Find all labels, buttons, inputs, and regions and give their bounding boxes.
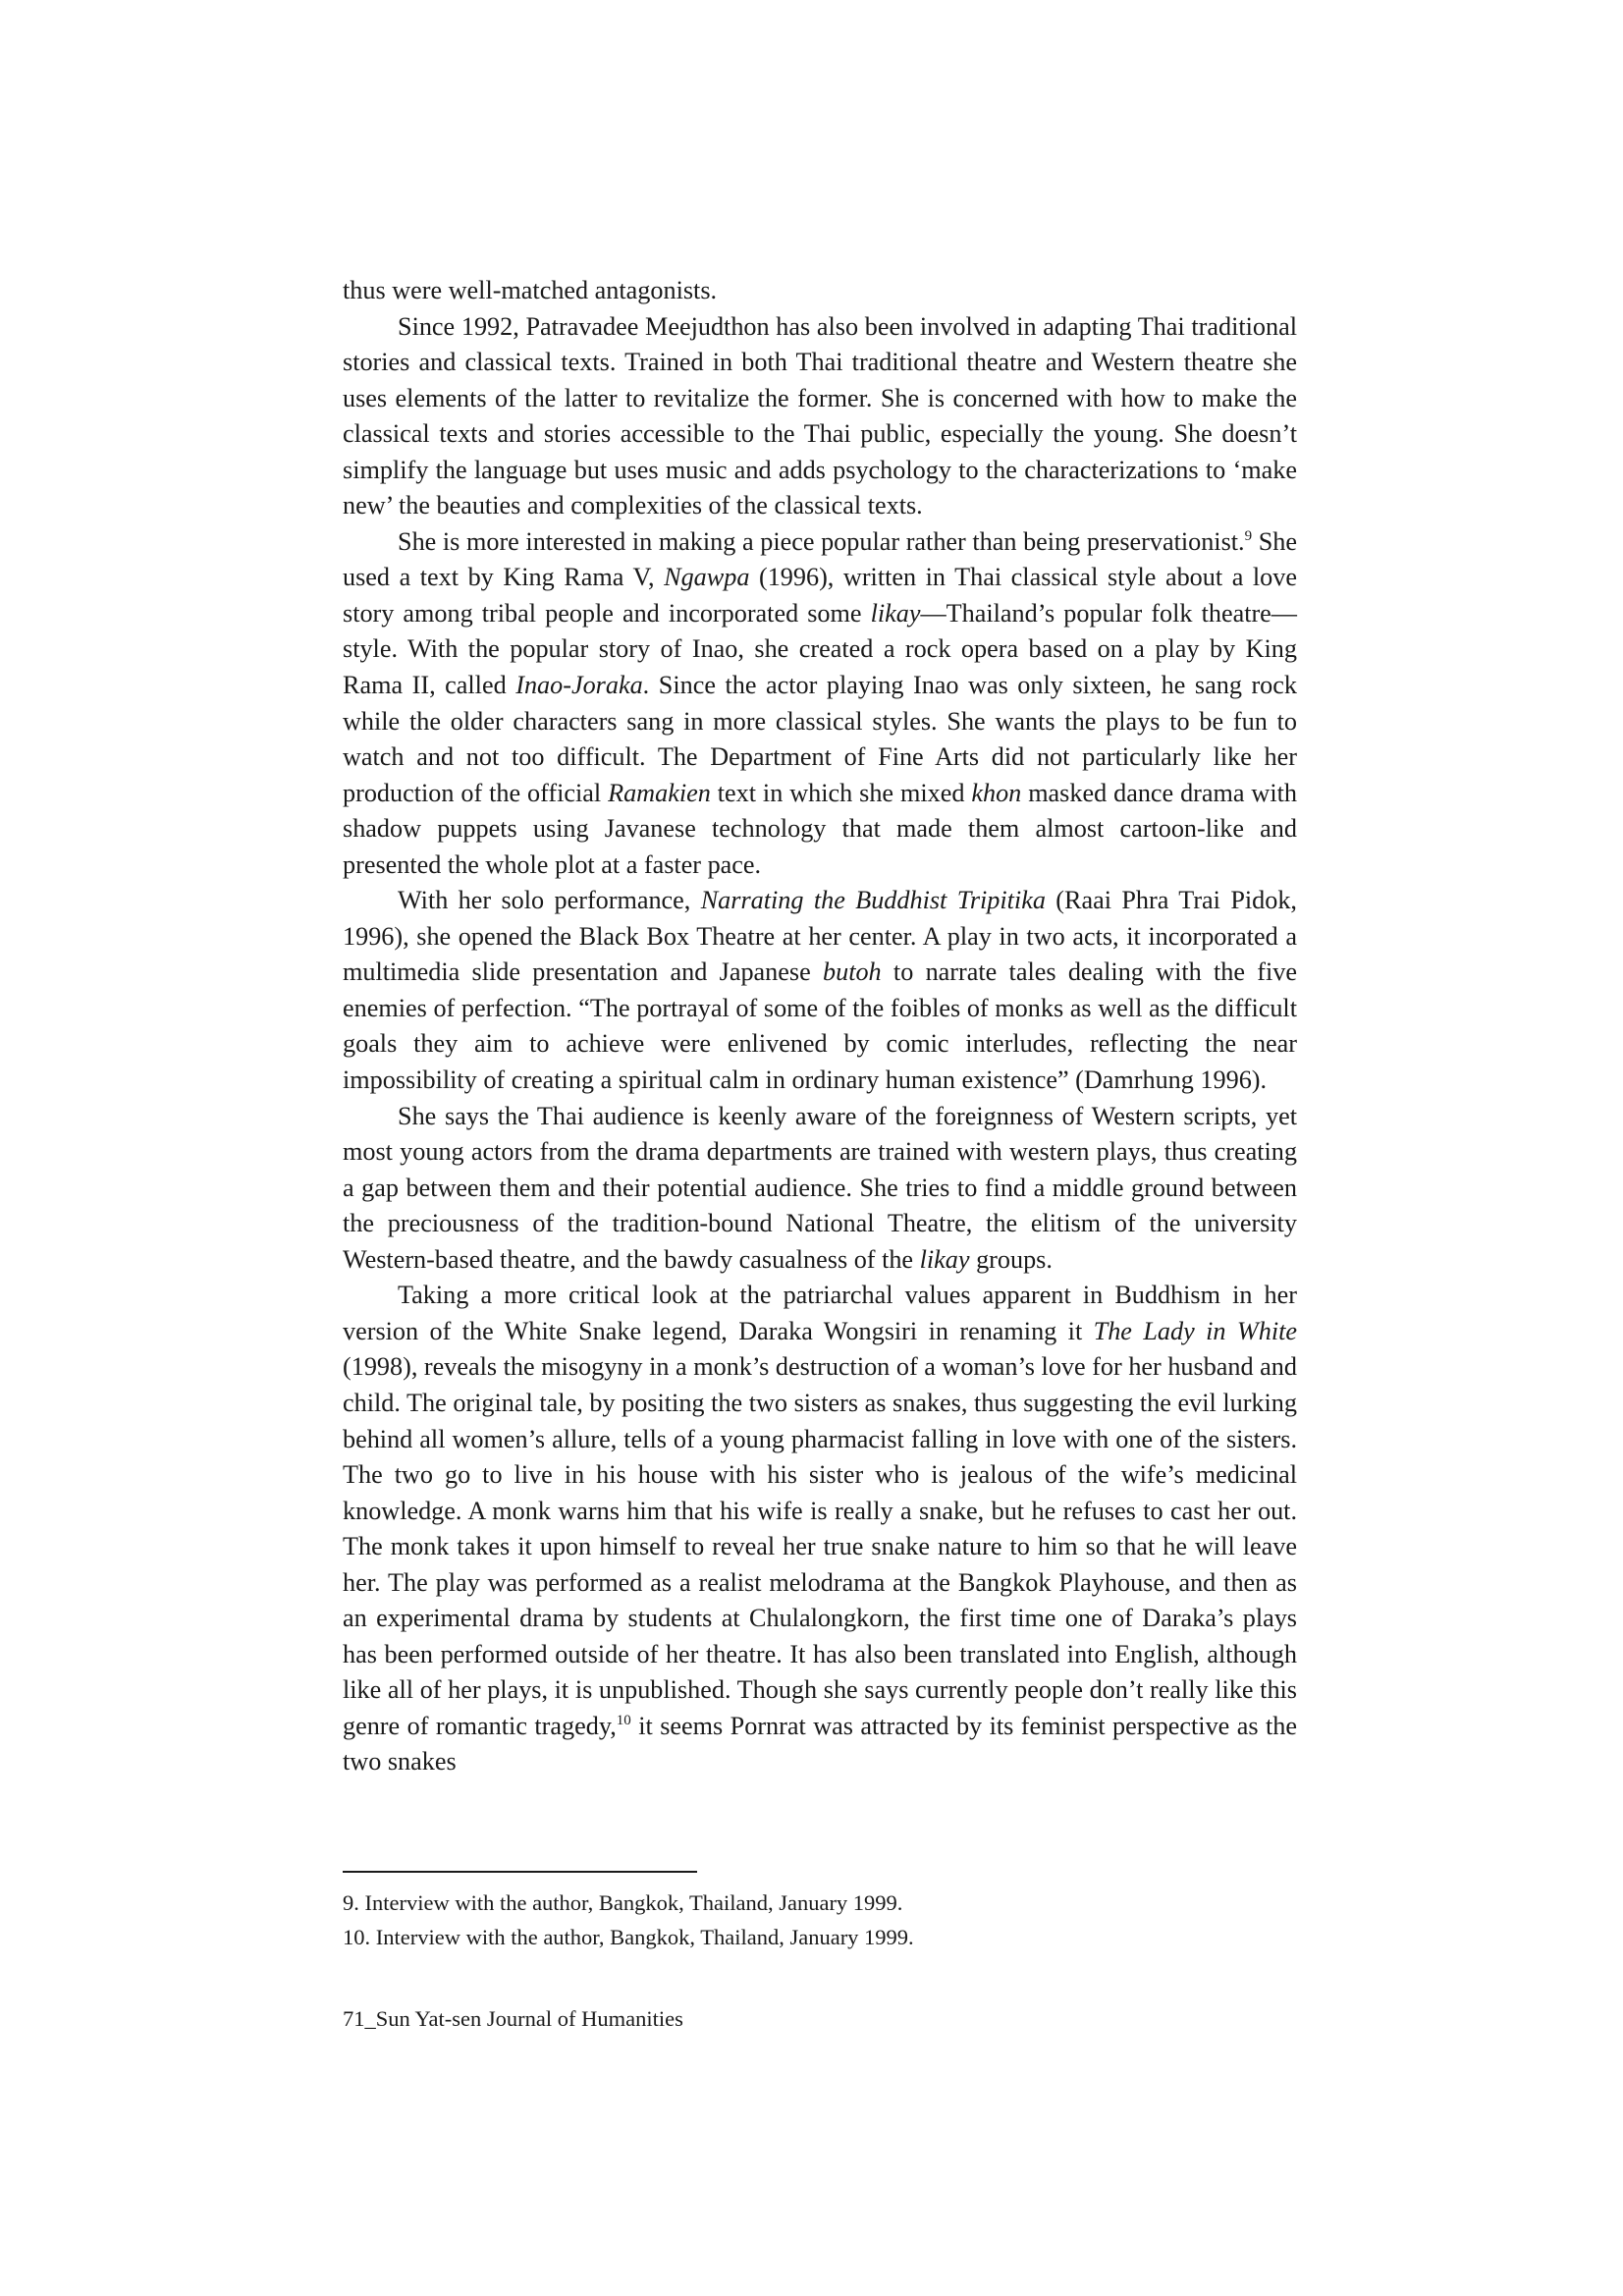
footnote-separator <box>343 1871 697 1873</box>
paragraph-thai-audience <box>343 1099 1297 1279</box>
text-run: it seems Pornrat was attracted by its feminist perspective as the two snakes <box>343 1711 1297 1777</box>
text-run: She used a text by King Rama V, <box>343 526 1298 592</box>
footnotes <box>343 1886 1297 1954</box>
text-run: to narrate tales dealing with the five enemies of perfection. “The portrayal of some of the foibles of monks as well as the difficult goals they aim to achieve were enlivened by comic interludes, reflecting the near impossibility of creating a spiritual calm in ordinary human existence” (Damrhung 1996). <box>343 957 1297 1095</box>
text-run: thus were well-matched antagonists. <box>343 276 718 304</box>
paragraph-popular-vs-preservation <box>343 524 1297 883</box>
text-run: groups. <box>969 1244 1053 1274</box>
footnote-9: 9. Interview with the author, Bangkok, Thailand, January 1999. <box>343 1890 903 1915</box>
text-run: (Raai Phra Trai Pidok, 1996), she opened the Black Box Theatre at her center. A play in two acts, it incorporated a multimedia slide presentation and Japanese <box>343 886 1297 987</box>
text-run: —Thailand’s popular folk theatre—style. With the popular story of Inao, she created a rock opera based on a play by King Rama II, called <box>343 598 1297 700</box>
text-run: masked dance drama with shadow puppets using Javanese technology that made them almost cartoon-like and presented the whole plot at a faster pace. <box>343 778 1297 879</box>
page-footer: 71_Sun Yat-sen Journal of Humanities <box>343 2006 683 2031</box>
work-title-inao-joraka: Inao-Joraka <box>515 671 643 700</box>
footnote-10: 10. Interview with the author, Bangkok, Thailand, January 1999. <box>343 1925 914 1949</box>
term-khon: khon <box>971 778 1022 807</box>
text-run: Since 1992, Patravadee Meejudthon has also been involved in adapting Thai traditional stories and classical texts. Trained in both Thai traditional theatre and Western theatre she uses elements of the latter to revitalize the former. She is concerned with how to make the classical texts and stories accessible to the Thai public, especially the young. She doesn’t simplify the language but uses music and adds psychology to the characterizations to ‘make new’ the beauties and complexities of the classical texts. <box>343 311 1297 520</box>
footnote-ref-9[interactable]: 9 <box>1244 527 1253 544</box>
paragraph-solo-performance <box>343 883 1297 1098</box>
work-title-ramakien: Ramakien <box>608 778 711 807</box>
paragraph-lady-in-white <box>343 1278 1297 1780</box>
text-run: text in which she mixed <box>710 778 972 807</box>
work-title-tripitika: Narrating the Buddhist Tripitika <box>700 886 1046 915</box>
paragraph-continuation <box>343 273 1297 309</box>
work-title-ngawpa: Ngawpa <box>664 563 750 592</box>
footnote-ref-10[interactable]: 10 <box>616 1712 631 1728</box>
paragraph-patravadee-intro <box>343 309 1297 524</box>
term-butoh: butoh <box>823 957 882 987</box>
article-body <box>343 273 1297 1780</box>
text-run: Taking a more critical look at the patriarchal values apparent in Buddhism in her version of the White Snake legend, Daraka Wongsiri in renaming it <box>343 1281 1297 1345</box>
text-run: She says the Thai audience is keenly aware of the foreignness of Western scripts, yet most young actors from the drama departments are trained with western plays, thus creating a gap between them and their potential audience. She tries to find a middle ground between the preciousness of the tradition-bound National Theatre, the elitism of the university Western-based theatre, and the bawdy casualness of the <box>343 1101 1297 1274</box>
text-run: She is more interested in making a piece popular rather than being preservationist. <box>398 526 1245 556</box>
text-run: . Since the actor playing Inao was only sixteen, he sang rock while the older characters sang in more classical styles. She wants the plays to be fun to watch and not too difficult. The Department of Fine Arts did not particularly like her production of the official <box>343 671 1297 807</box>
text-run: (1996), written in Thai classical style about a love story among tribal people and incorporated some <box>343 563 1297 628</box>
term-likay: likay <box>919 1244 970 1274</box>
work-title-lady-in-white: The Lady in White <box>1093 1316 1297 1345</box>
term-likay: likay <box>870 598 921 628</box>
text-run: (1998), reveals the misogyny in a monk’s destruction of a woman’s love for her husband and child. The original tale, by positing the two sisters as snakes, thus suggesting the evil lurking behind all women’s allure, tells of a young pharmacist falling in love with one of the sisters. The two go to live in his house with his sister who is jealous of the wife’s medicinal knowledge. A monk warns him that his wife is really a snake, but he refuses to cast her out. The monk takes it upon himself to reveal her true snake nature to him so that he will leave her. The play was performed as a realist melodrama at the Bangkok Playhouse, and then as an experimental drama by students at Chulalongkorn, the first time one of Daraka’s plays has been performed outside of her theatre. It has also been translated into English, although like all of her plays, it is unpublished. Though she says currently people don’t really like this genre of romantic tragedy, <box>343 1352 1297 1740</box>
text-run: With her solo performance, <box>398 886 701 915</box>
